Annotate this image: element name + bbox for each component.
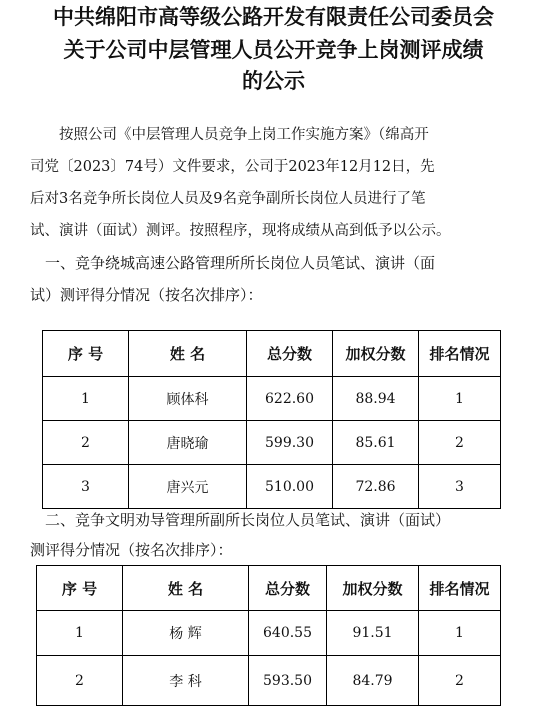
cell-rank: 3	[419, 465, 501, 509]
column-header-number: 序 号	[37, 566, 123, 611]
column-header-total-score: 总分数	[247, 331, 333, 377]
section-1-heading-line-1: 一、竞争绕城高速公路管理所所长岗位人员笔试、演讲（面	[30, 254, 436, 272]
intro-paragraph-line-4: 试、演讲（面试）测评。按照程序，现将成绩从高到低予以公示。	[30, 223, 451, 239]
cell-total-score: 599.30	[247, 421, 333, 465]
cell-weighted-score: 72.86	[333, 465, 419, 509]
cell-rank: 1	[419, 377, 501, 421]
section-2-score-table	[36, 565, 501, 706]
table-row	[43, 377, 501, 421]
cell-number: 2	[43, 421, 129, 465]
intro-paragraph-line-1: 按照公司《中层管理人员竞争上岗工作实施方案》（绵高开	[30, 127, 429, 143]
intro-paragraph-line-2: 司党〔2023〕74号）文件要求，公司于2023年12月12日，先	[30, 159, 435, 175]
cell-name: 顾体科	[129, 377, 247, 421]
cell-total-score: 622.60	[247, 377, 333, 421]
cell-name: 李 科	[123, 656, 249, 706]
cell-number: 1	[37, 611, 123, 656]
column-header-rank: 排名情况	[419, 331, 501, 377]
cell-number: 1	[43, 377, 129, 421]
section-2-heading-line-1: 二、竞争文明劝导管理所副所长岗位人员笔试、演讲（面试）	[30, 511, 451, 529]
cell-total-score: 593.50	[249, 656, 327, 706]
cell-weighted-score: 88.94	[333, 377, 419, 421]
cell-weighted-score: 91.51	[327, 611, 419, 656]
table-row	[43, 465, 501, 509]
table-header-row	[37, 566, 501, 611]
cell-total-score: 640.55	[249, 611, 327, 656]
column-header-rank: 排名情况	[419, 566, 501, 611]
table-row	[37, 611, 501, 656]
column-header-number: 序 号	[43, 331, 129, 377]
section-2-heading-line-2: 测评得分情况（按名次排序）：	[30, 541, 233, 559]
section-1-score-table	[42, 330, 501, 509]
table-row	[43, 421, 501, 465]
cell-rank: 2	[419, 421, 501, 465]
document-title-line-2: 关于公司中层管理人员公开竞争上岗测评成绩	[63, 38, 484, 62]
cell-name: 杨 辉	[123, 611, 249, 656]
table-row	[37, 656, 501, 706]
cell-total-score: 510.00	[247, 465, 333, 509]
column-header-total-score: 总分数	[249, 566, 327, 611]
cell-number: 3	[43, 465, 129, 509]
cell-rank: 1	[419, 611, 501, 656]
table-header-row	[43, 331, 501, 377]
intro-paragraph-line-3: 后对3名竞争所长岗位人员及9名竞争副所长岗位人员进行了笔	[30, 191, 426, 207]
column-header-weighted-score: 加权分数	[333, 331, 419, 377]
column-header-name: 姓 名	[123, 566, 249, 611]
column-header-weighted-score: 加权分数	[327, 566, 419, 611]
section-1-heading-line-2: 试）测评得分情况（按名次排序）：	[30, 286, 263, 304]
cell-name: 唐兴元	[129, 465, 247, 509]
cell-number: 2	[37, 656, 123, 706]
document-title-line-3: 的公示	[242, 69, 305, 93]
cell-name: 唐晓瑜	[129, 421, 247, 465]
cell-rank: 2	[419, 656, 501, 706]
cell-weighted-score: 84.79	[327, 656, 419, 706]
column-header-name: 姓 名	[129, 331, 247, 377]
document-title-line-1: 中共绵阳市高等级公路开发有限责任公司委员会	[53, 5, 494, 29]
cell-weighted-score: 85.61	[333, 421, 419, 465]
